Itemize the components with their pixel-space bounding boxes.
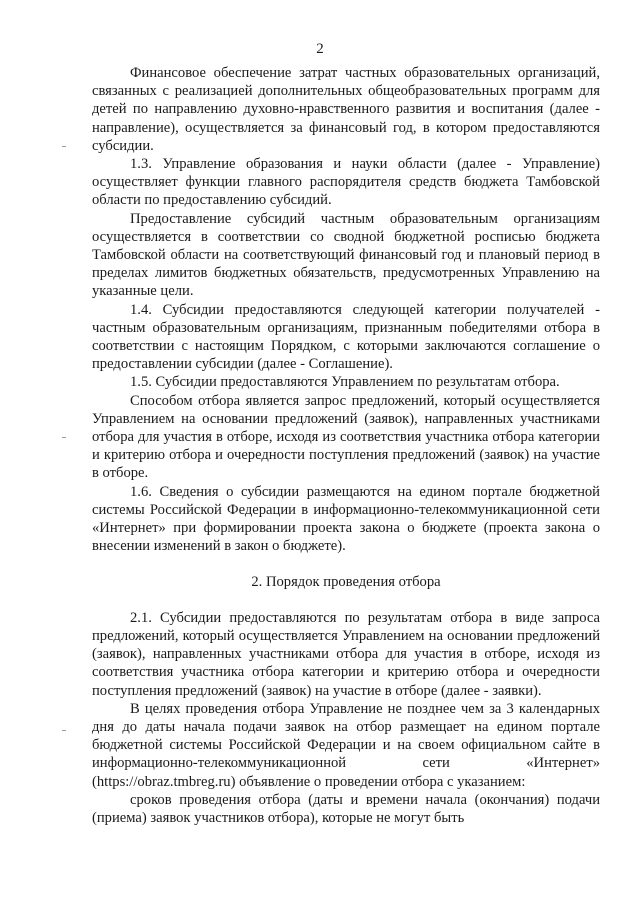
document-body (92, 64, 600, 827)
body-paragraph: Способом отбора является запрос предложений, который осуществляется Управлением на основании предложений (заявок), направленных участниками отбора для участия в отборе, исходя из соответствия участника отбора категории и критерию отбора и очередности поступления предложений (заявок) на участие в отборе. (92, 392, 600, 482)
section-paragraph: сроков проведения отбора (даты и времени начала (окончания) подачи (приема) заявок участников отбора), которые не могут быть (92, 791, 600, 826)
margin-mark (62, 437, 66, 438)
body-paragraph: Финансовое обеспечение затрат частных образовательных организаций, связанных с реализацией дополнительных общеобразовательных программ для детей по направлению духовно-нравственного развития и воспитания (далее - направление), осуществляется за финансовый год, в котором предоставляются субсидии. (92, 65, 600, 154)
body-paragraph: 1.5. Субсидии предоставляются Управлением по результатам отбора. (130, 374, 560, 391)
body-paragraph: 1.6. Сведения о субсидии размещаются на едином портале бюджетной системы Российской Федерации в информационно-телекоммуникационной сети «Интернет» при формировании проекта закона о бюджете (проекта закона о внесении изменений в закон о бюджете). (92, 483, 600, 555)
section-paragraph: В целях проведения отбора Управление не позднее чем за 3 календарных дня до даты начала подачи заявок на отбор размещает на едином портале бюджетной системы Российской Федерации и на своем официальном сайте в информационно-телекоммуникационной сети «Интернет» (https://obraz.tmbreg.ru) объявление о проведении отбора с указанием: (92, 700, 600, 790)
section-paragraph: 2.1. Субсидии предоставляются по результатам отбора в виде запроса предложений, который осуществляется Управлением на основании предложений (заявок), направленных участниками отбора для участия в отборе, исходя из соответствия участника отбора категории и критерию отбора и очередности поступления предложений (заявок) на участие в отборе (далее - заявки). (92, 609, 600, 699)
margin-mark (62, 730, 66, 731)
body-paragraph: 1.3. Управление образования и науки области (далее - Управление) осуществляет функции главного распорядителя средств бюджета Тамбовской области по предоставлению субсидий. (92, 156, 600, 209)
section-heading: 2. Порядок проведения отбора (251, 574, 441, 591)
body-paragraph: Предоставление субсидий частным образовательным организациям осуществляется в соответствии со сводной бюджетной росписью бюджета Тамбовской области на соответствующий финансовый год и плановый период в пределах лимитов бюджетных обязательств, предусмотренных Управлению на указанные цели. (92, 210, 600, 300)
page-number: 2 (316, 41, 324, 57)
margin-mark (62, 146, 66, 147)
body-paragraph: 1.4. Субсидии предоставляются следующей категории получателей - частным образовательным организациям, признанным победителями отбора в соответствии с настоящим Порядком, с которыми заключаются соглашение о предоставлении субсидии (далее - Соглашение). (92, 301, 600, 373)
